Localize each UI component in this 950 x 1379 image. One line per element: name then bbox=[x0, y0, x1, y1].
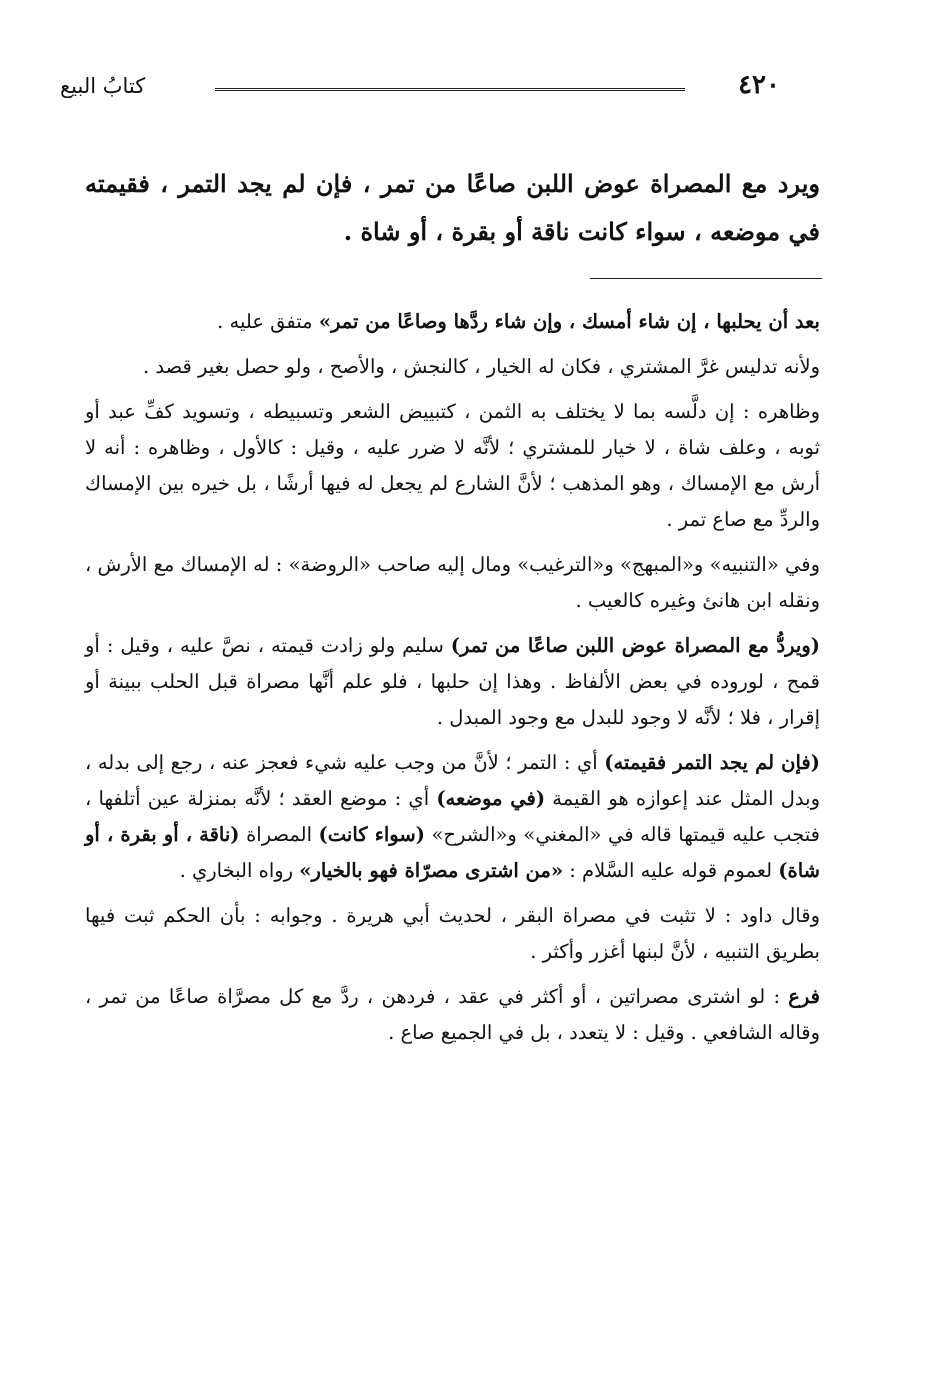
paragraph-text: المصراة bbox=[239, 823, 319, 846]
paragraph-text: لعموم قوله عليه السَّلام : bbox=[563, 859, 779, 882]
commentary bbox=[85, 304, 820, 1060]
paragraph-text: أي : التمر ؛ لأنَّ من وجب عليه شيء فعجز عنه ، رجع إلى بدله ، وبدل المثل عند إعوازه هو القيمة bbox=[85, 751, 820, 810]
page-header bbox=[60, 70, 780, 110]
quoted-matn: (سواء كانت) bbox=[318, 823, 425, 846]
running-title: كتابُ البيع bbox=[60, 74, 146, 98]
commentary-paragraph: وقال داود : لا تثبت في مصراة البقر ، لحديث أبي هريرة . وجوابه : بأن الحكم ثبت فيها بطريق التنبيه ، لأنَّ لبنها أغزر وأكثر . bbox=[85, 904, 820, 963]
paragraph-text: : لو اشترى مصراتين ، أو أكثر في عقد ، فردهن ، ردَّ مع كل مصرَّاة صاعًا من تمر ، وقاله الشافعي . وقيل : لا يتعدد ، بل في الجميع صاع . bbox=[85, 985, 820, 1044]
quoted-matn: (ويردُّ مع المصراة عوض اللبن صاعًا من تمر) bbox=[450, 634, 820, 657]
paragraph-text: رواه البخاري . bbox=[179, 859, 300, 882]
commentary-paragraph: وظاهره : إن دلَّسه بما لا يختلف به الثمن ، كتبييض الشعر وتسبيطه ، وتسويد كفِّ عبد أو ثوبه ، وعلف شاة ، لا خيار للمشتري ؛ لأنَّه لا ضرر عليه ، وقيل : كالأول ، وظاهره : أنه لا أرش مع الإمساك ، وهو المذهب ؛ لأنَّ الشارع لم يجعل له فيها أرشًا ، بل خيره بين الإمساك والردِّ مع صاع تمر . bbox=[85, 400, 820, 531]
header-rule bbox=[215, 88, 685, 91]
paragraph-text: متفق عليه . bbox=[217, 310, 319, 333]
section-label: فرع bbox=[788, 985, 820, 1008]
page-number: ٤٢٠ bbox=[738, 70, 780, 100]
paragraph-text: سليم ولو زادت قيمته ، نصَّ عليه ، وقيل : أو قمح ، لوروده في بعض الألفاظ . وهذا إن حلبها ، فلو علم أنَّها مصراة قبل الحلب ببينة أو إقرار ، فلا ؛ لأنَّه لا وجود للبدل مع وجود المبدل . bbox=[85, 634, 820, 729]
quoted-matn: (ناقة ، أو بقرة ، أو شاة) bbox=[85, 823, 820, 882]
quoted-matn: (في موضعه) bbox=[436, 787, 546, 810]
quoted-matn: (فإن لم يجد التمر فقيمته) bbox=[604, 751, 820, 774]
commentary-paragraph bbox=[85, 979, 820, 1051]
commentary-paragraph bbox=[85, 628, 820, 736]
footnote-divider bbox=[590, 278, 822, 279]
quoted-hadith: بعد أن يحلبها ، إن شاء أمسك ، وإن شاء ردَّها وصاعًا من تمر» bbox=[318, 310, 820, 333]
paragraph-text: أي : موضع العقد ؛ لأنَّه بمنزلة عين أتلفها ، فتجب عليه قيمتها قاله في «المغني» و«الشرح» bbox=[85, 787, 820, 846]
main-text: ويرد مع المصراة عوض اللبن صاعًا من تمر ، فإن لم يجد التمر ، فقيمته في موضعه ، سواء كانت ناقة أو بقرة ، أو شاة . bbox=[85, 169, 820, 246]
commentary-paragraph bbox=[85, 745, 820, 889]
quoted-hadith: «من اشترى مصرّاة فهو بالخيار» bbox=[299, 859, 564, 882]
commentary-paragraph bbox=[85, 304, 820, 340]
commentary-paragraph: وفي «التنبيه» و«المبهج» و«الترغيب» ومال إليه صاحب «الروضة» : له الإمساك مع الأرش ، ونقله ابن هانئ وغيره كالعيب . bbox=[85, 553, 820, 612]
commentary-paragraph: ولأنه تدليس غرَّ المشتري ، فكان له الخيار ، كالنجش ، والأصح ، ولو حصل بغير قصد . bbox=[142, 355, 820, 378]
